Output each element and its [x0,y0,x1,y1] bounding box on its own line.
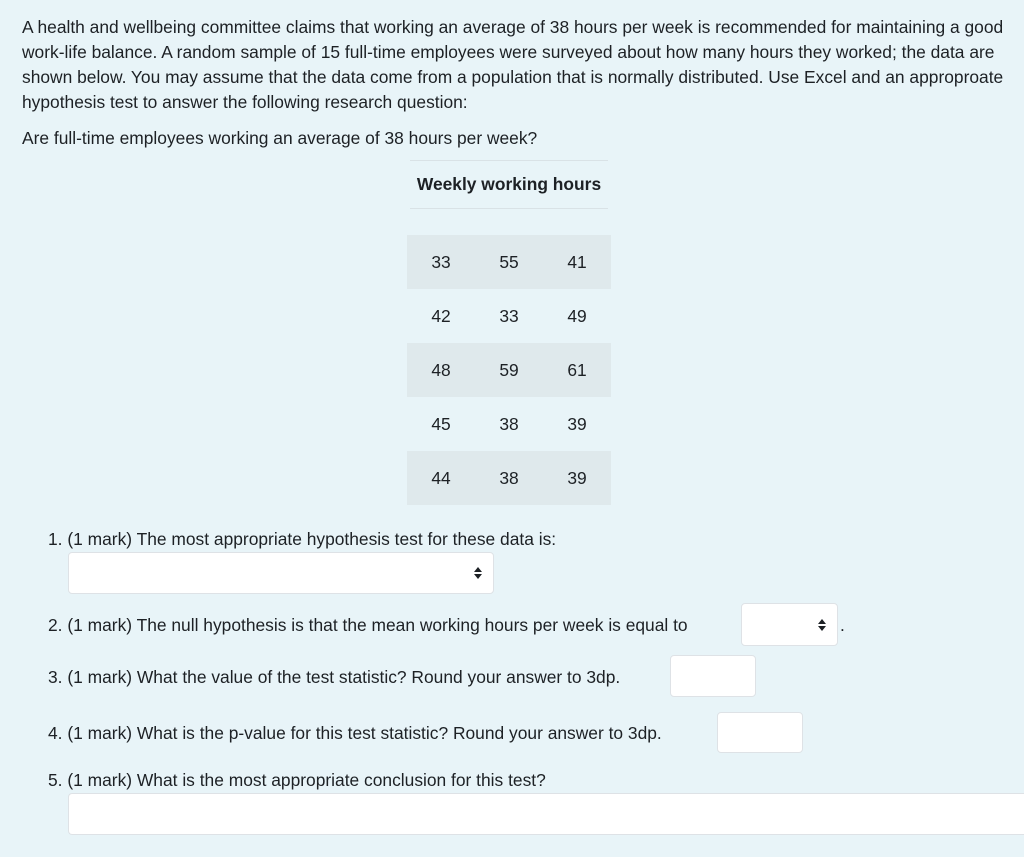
table-row [407,451,611,505]
table-cell: 55 [475,235,543,289]
table-cell: 39 [567,413,587,434]
table-cell: 61 [543,343,611,397]
conclusion-input[interactable] [68,793,1024,835]
table-cell: 45 [431,413,451,434]
question-2-suffix: . [840,615,845,635]
research-question: Are full-time employees working an average of 38 hours per week? [22,128,538,148]
table-cell: 39 [543,451,611,505]
table-row [407,289,611,343]
question-1-text: 1. (1 mark) The most appropriate hypothesis test for these data is: [48,529,557,549]
table-cell: 33 [407,235,475,289]
p-value-input[interactable] [717,712,803,753]
question-3-text: 3. (1 mark) What the value of the test statistic? Round your answer to 3dp. [48,667,621,687]
table-cell: 49 [567,305,587,326]
table-cell: 38 [475,451,543,505]
up-down-caret-icon [473,566,483,580]
table-row [407,235,611,289]
test-statistic-input[interactable] [670,655,756,697]
intro-paragraph: A health and wellbeing committee claims that working an average of 38 hours per week is recommended for maintaining a good work-life balance. A random sample of 15 full-time employees were surveyed about how many hours they worked; the data are shown below. You may assume that the data come from a population that is normally distributed. Use Excel and an approproate hypothesis test to answer the following research question: [22,17,1004,112]
table-row [407,343,611,397]
data-table [407,235,611,505]
table-cell: 59 [475,343,543,397]
up-down-caret-icon [817,618,827,632]
question-5-text: 5. (1 mark) What is the most appropriate conclusion for this test? [48,770,546,790]
table-cell: 48 [407,343,475,397]
null-hypothesis-value-select[interactable] [741,603,838,646]
table-cell: 44 [407,451,475,505]
table-cell: 33 [499,305,519,326]
table-caption: Weekly working hours [410,160,608,209]
question-4-text: 4. (1 mark) What is the p-value for this test statistic? Round your answer to 3dp. [48,723,662,743]
table-cell: 41 [543,235,611,289]
question-2-text: 2. (1 mark) The null hypothesis is that the mean working hours per week is equal to [48,615,688,635]
table-cell: 38 [499,413,519,434]
table-row [407,397,611,451]
hypothesis-test-select[interactable] [68,552,494,594]
table-cell: 42 [431,305,451,326]
